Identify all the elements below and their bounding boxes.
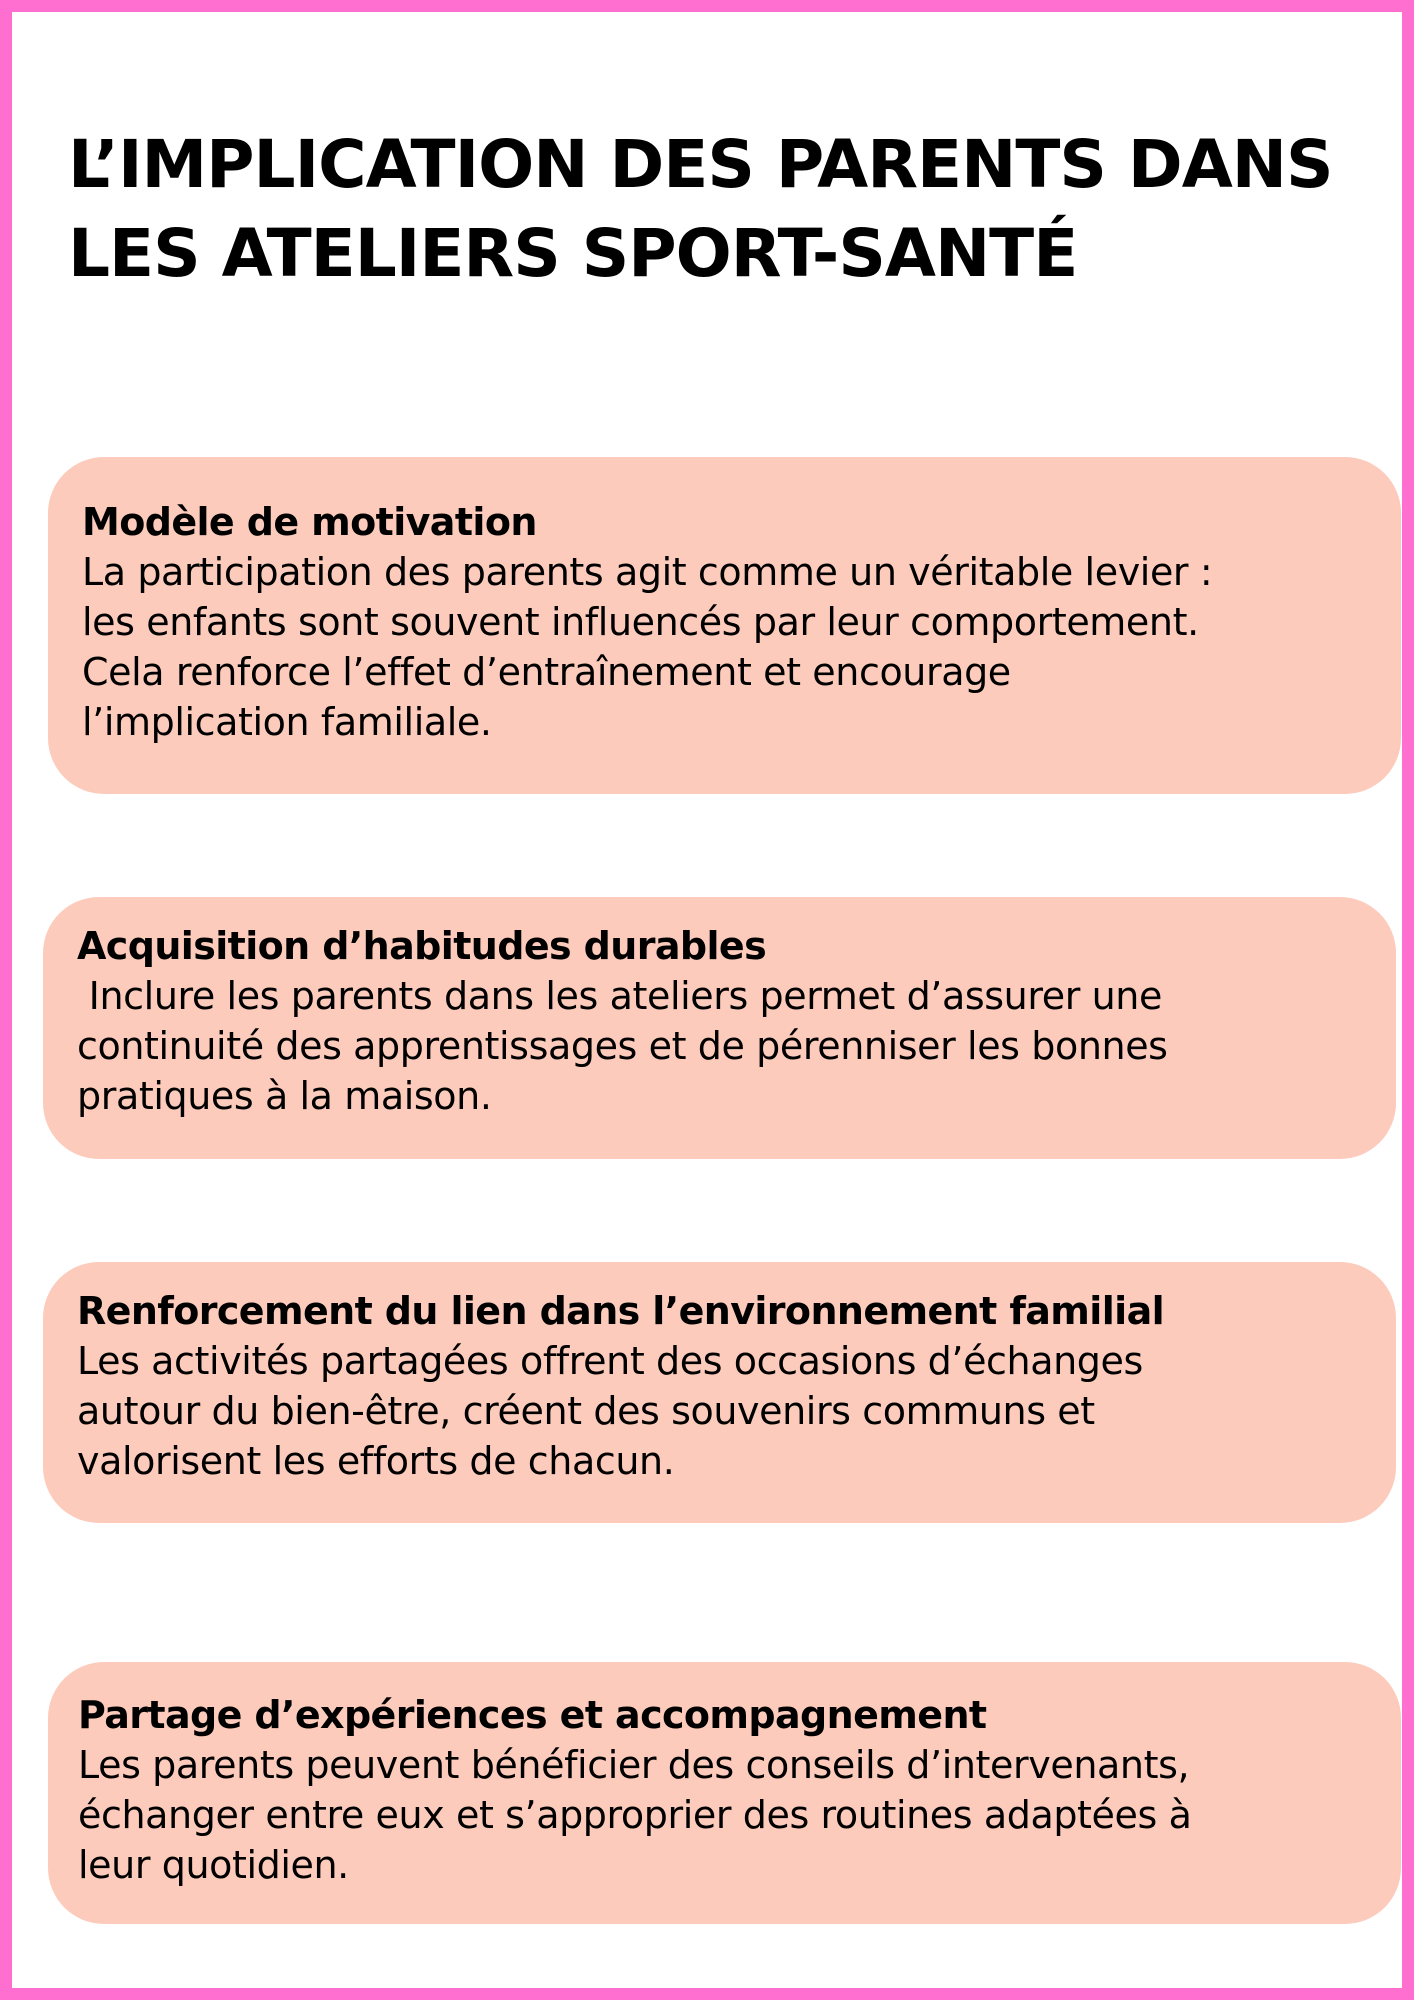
card-heading: Renforcement du lien dans l’environnement familial — [77, 1289, 1165, 1333]
card-heading: Partage d’expériences et accompagnement — [78, 1693, 987, 1737]
card-body-line: autour du bien-être, créent des souvenirs communs et — [77, 1389, 1095, 1433]
card-body-line: l’implication familiale. — [82, 700, 492, 744]
card-body-line: valorisent les efforts de chacun. — [77, 1439, 675, 1483]
card-body-line: leur quotidien. — [78, 1843, 349, 1887]
card-motivation-model — [48, 457, 1401, 794]
card-family-bond — [43, 1262, 1396, 1523]
card-body — [82, 547, 1371, 747]
card-body-line: Cela renforce l’effet d’entraînement et encourage — [82, 650, 1011, 694]
card-body — [78, 1740, 1371, 1890]
card-body — [77, 971, 1366, 1121]
page-title — [68, 120, 1388, 298]
card-body-line: les enfants sont souvent influencés par leur comportement. — [82, 600, 1199, 644]
title-line: LES ATELIERS SPORT-SANTÉ — [68, 215, 1078, 292]
card-body-line: Les parents peuvent bénéficier des conseils d’intervenants, — [78, 1743, 1190, 1787]
card-heading: Modèle de motivation — [82, 500, 537, 544]
card-body-line: continuité des apprentissages et de pérenniser les bonnes — [77, 1024, 1168, 1068]
title-line: L’IMPLICATION DES PARENTS DANS — [68, 126, 1333, 203]
card-body — [77, 1336, 1366, 1486]
card-durable-habits — [43, 897, 1396, 1159]
card-body-line: pratiques à la maison. — [77, 1074, 492, 1118]
card-body-line: La participation des parents agit comme un véritable levier : — [82, 550, 1213, 594]
card-experience-sharing — [48, 1662, 1401, 1924]
card-heading: Acquisition d’habitudes durables — [77, 924, 767, 968]
card-body-line: Les activités partagées offrent des occasions d’échanges — [77, 1339, 1143, 1383]
card-body-line: Inclure les parents dans les ateliers permet d’assurer une — [77, 974, 1162, 1018]
card-body-line: échanger entre eux et s’approprier des routines adaptées à — [78, 1793, 1192, 1837]
